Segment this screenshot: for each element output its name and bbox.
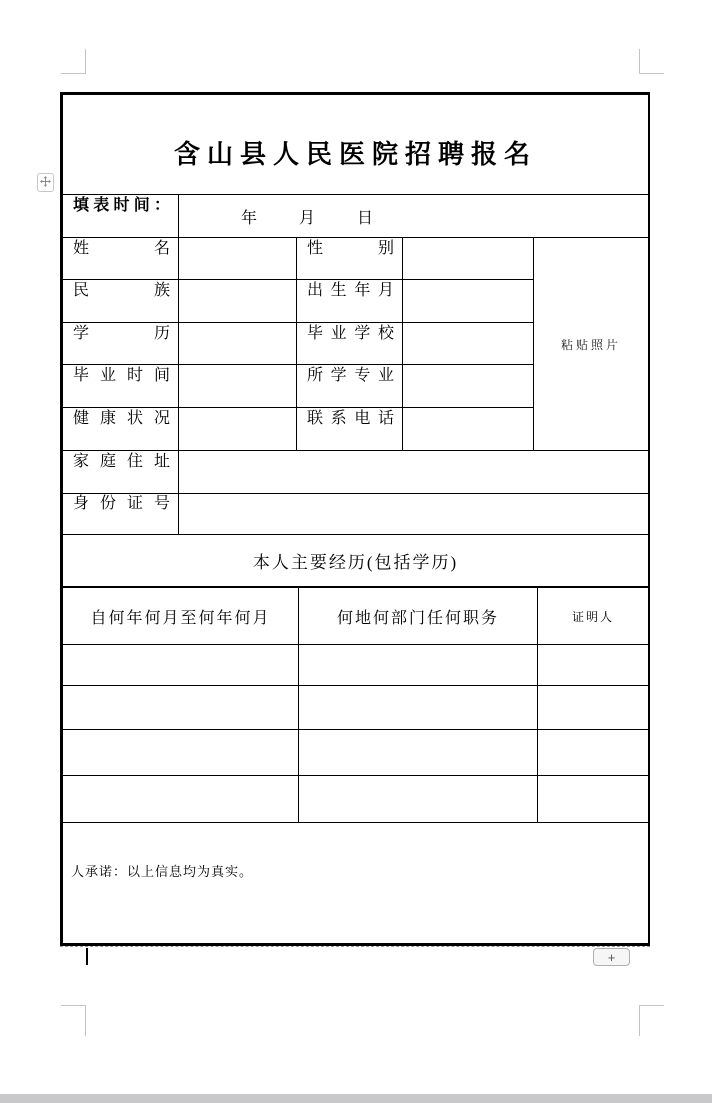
input-birth-date[interactable] (403, 280, 534, 323)
input-id-number[interactable] (179, 494, 649, 535)
experience-period-cell[interactable] (63, 730, 299, 776)
input-phone[interactable] (403, 408, 534, 451)
bottom-bar (0, 1094, 712, 1103)
experience-section-title: 本人主要经历(包括学历) (63, 535, 649, 587)
experience-row (63, 645, 649, 686)
declaration-cell[interactable] (63, 823, 649, 944)
experience-table (62, 587, 649, 944)
experience-position-cell[interactable] (299, 645, 538, 686)
input-graduation-date[interactable] (179, 365, 297, 408)
experience-period-cell[interactable] (63, 645, 299, 686)
phone-label: 联系电话 (307, 410, 394, 427)
experience-period-cell[interactable] (63, 686, 299, 730)
fill-date-value-cell[interactable] (179, 195, 649, 238)
experience-position-header: 何地何部门任何职务 (299, 588, 538, 645)
text-boundary-dashed-line (60, 946, 650, 947)
experience-position-cell[interactable] (299, 686, 538, 730)
text-caret (86, 948, 88, 965)
form-title: 含山县人民医院招聘报名 (63, 95, 649, 195)
application-form-table (60, 92, 650, 946)
page-corner-mark-top-left (61, 49, 86, 74)
fill-date-day-label: 日 (357, 209, 374, 227)
plus-icon: + (607, 949, 616, 965)
fill-date-label: 填表时间： (73, 197, 170, 214)
name-label: 姓名 (73, 239, 170, 257)
major-label: 所学专业 (307, 367, 394, 384)
education-label: 学历 (73, 324, 170, 342)
experience-row (63, 776, 649, 823)
experience-row (63, 686, 649, 730)
fill-date-month-label: 月 (299, 209, 316, 227)
input-school[interactable] (403, 323, 534, 365)
graduation-date-label: 毕业时间 (73, 367, 170, 384)
id-number-label: 身份证号 (73, 495, 170, 512)
experience-reference-cell[interactable] (538, 645, 649, 686)
experience-reference-cell[interactable] (538, 730, 649, 776)
fill-date-year-label: 年 (241, 209, 258, 227)
experience-period-header: 自何年何月至何年何月 (63, 588, 299, 645)
input-address[interactable] (179, 451, 649, 494)
personal-info-table (62, 94, 649, 587)
photo-label: 粘贴照片 (561, 337, 622, 352)
page-corner-mark-top-right (639, 49, 664, 74)
input-gender[interactable] (403, 238, 534, 280)
fill-date-label-cell (63, 195, 179, 238)
input-health[interactable] (179, 408, 297, 451)
experience-position-cell[interactable] (299, 730, 538, 776)
input-ethnicity[interactable] (179, 280, 297, 323)
experience-position-cell[interactable] (299, 776, 538, 823)
experience-row (63, 730, 649, 776)
experience-period-cell[interactable] (63, 776, 299, 823)
photo-paste-cell[interactable] (534, 238, 649, 451)
table-move-handle[interactable] (37, 173, 54, 192)
input-education[interactable] (179, 323, 297, 365)
address-label: 家庭住址 (73, 453, 170, 470)
experience-reference-cell[interactable] (538, 776, 649, 823)
school-label: 毕业学校 (307, 324, 394, 342)
add-table-row-button[interactable] (593, 948, 630, 966)
birth-date-label: 出生年月 (307, 282, 394, 299)
declaration-text: 人承诺：以上信息均为真实。 (71, 864, 254, 879)
health-label: 健康状况 (73, 410, 170, 427)
input-major[interactable] (403, 365, 534, 408)
page-corner-mark-bottom-right (639, 1005, 664, 1036)
input-name[interactable] (179, 238, 297, 280)
move-icon (40, 174, 51, 192)
experience-reference-cell[interactable] (538, 686, 649, 730)
experience-reference-header: 证明人 (538, 588, 649, 645)
gender-label: 性别 (307, 239, 394, 257)
ethnicity-label: 民族 (73, 282, 170, 299)
page-corner-mark-bottom-left (61, 1005, 86, 1036)
